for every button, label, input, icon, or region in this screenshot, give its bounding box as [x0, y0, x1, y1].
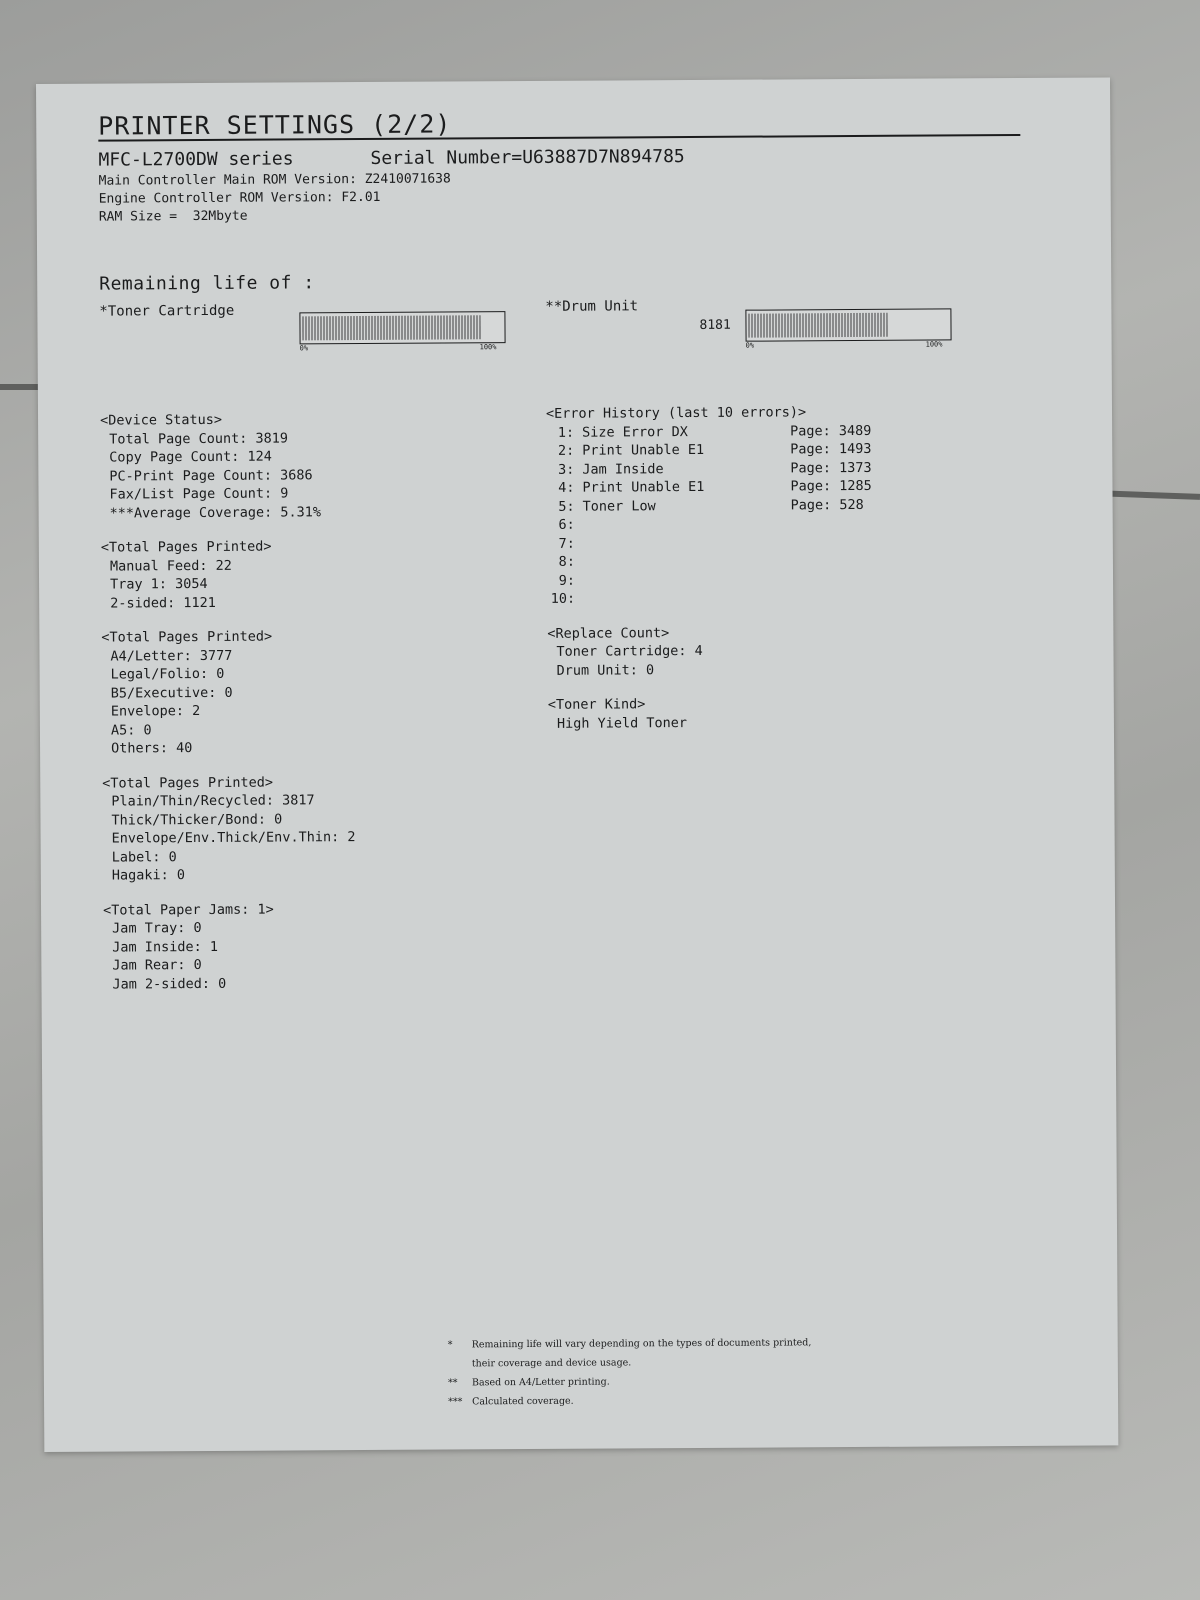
- device-status-line: Copy Page Count: 124: [109, 448, 272, 466]
- right-column: [546, 402, 968, 733]
- drum-life-gauge: [745, 308, 951, 341]
- pages-by-size-line: Legal/Folio: 0: [110, 665, 225, 683]
- toner-life-fill: [302, 315, 480, 340]
- remaining-life-heading: Remaining life of :: [99, 272, 315, 295]
- pages-by-size-line: A4/Letter: 3777: [110, 647, 233, 665]
- floor-grout-left: [0, 384, 40, 390]
- error-number: 4:: [558, 479, 575, 496]
- model-name: MFC-L2700DW series: [98, 148, 294, 171]
- error-history-heading: <Error History (last 10 errors)>: [545, 404, 807, 422]
- replace-count-heading: <Replace Count>: [547, 624, 670, 642]
- paper-jams-line: Jam Inside: 1: [112, 938, 218, 956]
- footnote-text: Based on A4/Letter printing.: [471, 1376, 610, 1389]
- footnote-text: their coverage and device usage.: [471, 1357, 632, 1370]
- device-status-line: Total Page Count: 3819: [109, 429, 289, 448]
- toner-gauge-min: 0%: [299, 344, 309, 353]
- pages-by-size-line: A5: 0: [110, 721, 152, 739]
- footnote-mark: **: [447, 1377, 458, 1389]
- footnote-text: Calculated coverage.: [472, 1395, 574, 1408]
- ram-size: RAM Size = 32Mbyte: [98, 208, 248, 225]
- drum-unit-label: **Drum Unit: [545, 298, 639, 315]
- error-number: 10:: [550, 590, 576, 607]
- footnote-mark: *: [447, 1339, 453, 1351]
- drum-count: 8181: [699, 317, 731, 333]
- pages-by-media-line: Thick/Thicker/Bond: 0: [111, 811, 283, 829]
- error-page: Page: 3489: [790, 422, 872, 439]
- engine-rom-version: Engine Controller ROM Version: F2.01: [98, 189, 381, 207]
- replace-count-line: Toner Cartridge: 4: [556, 642, 703, 660]
- pages-by-size-line: Others: 40: [111, 740, 193, 757]
- error-description: Size Error DX: [582, 423, 688, 441]
- pages-by-media-heading: <Total Pages Printed>: [102, 774, 274, 792]
- paper-jams-line: Jam 2-sided: 0: [112, 975, 227, 993]
- error-description: Print Unable E1: [582, 441, 705, 459]
- paper-jams-heading: <Total Paper Jams: 1>: [102, 901, 274, 919]
- error-description: Toner Low: [582, 497, 656, 515]
- toner-cartridge-label: *Toner Cartridge: [99, 302, 235, 320]
- main-rom-version: Main Controller Main ROM Version: Z2410071638: [98, 171, 451, 189]
- drum-gauge-min: 0%: [745, 341, 755, 350]
- device-status-heading: <Device Status>: [100, 411, 223, 429]
- page-title: PRINTER SETTINGS (2/2): [98, 109, 452, 141]
- serial-number: Serial Number=U63887D7N894785: [370, 146, 685, 169]
- pages-by-source-heading: <Total Pages Printed>: [100, 538, 272, 556]
- error-page: Page: 528: [790, 496, 864, 513]
- footnote-text: Remaining life will vary depending on the types of documents printed,: [471, 1337, 812, 1351]
- error-number: 5:: [558, 498, 575, 515]
- toner-gauge-max: 100%: [479, 343, 497, 352]
- paper-jams-line: Jam Rear: 0: [112, 957, 202, 974]
- toner-kind-line: High Yield Toner: [556, 714, 688, 732]
- toner-kind-heading: <Toner Kind>: [547, 696, 646, 713]
- pages-by-media-line: Hagaki: 0: [111, 867, 186, 884]
- toner-life-gauge: [299, 311, 505, 344]
- pages-by-source-line: 2-sided: 1121: [110, 594, 216, 612]
- error-number: 2:: [557, 442, 575, 459]
- pages-by-size-line: B5/Executive: 0: [110, 684, 233, 702]
- drum-life-fill: [748, 313, 887, 338]
- device-status-line: PC-Print Page Count: 3686: [109, 466, 313, 485]
- device-status-line: ***Average Coverage: 5.31%: [109, 503, 321, 522]
- pages-by-size-line: Envelope: 2: [110, 703, 201, 720]
- pages-by-source-line: Tray 1: 3054: [110, 575, 208, 593]
- error-number: 6:: [558, 516, 575, 533]
- error-number: 9:: [558, 572, 576, 589]
- error-number: 1:: [557, 424, 575, 441]
- device-status-line: Fax/List Page Count: 9: [109, 485, 289, 503]
- error-number: 8:: [558, 553, 575, 570]
- replace-count-line: Drum Unit: 0: [556, 661, 655, 679]
- pages-by-size-heading: <Total Pages Printed>: [101, 628, 273, 646]
- left-column: [100, 410, 356, 994]
- pages-by-media-line: Plain/Thin/Recycled: 3817: [111, 792, 315, 810]
- drum-gauge-max: 100%: [925, 340, 943, 349]
- pages-by-source-line: Manual Feed: 22: [109, 557, 232, 575]
- error-number: 3:: [558, 461, 575, 478]
- error-page: Page: 1493: [790, 440, 872, 458]
- footnote-mark: ***: [448, 1396, 463, 1408]
- error-number: 7:: [558, 535, 575, 552]
- printout-page: [36, 77, 1118, 1452]
- pages-by-media-line: Label: 0: [111, 848, 177, 866]
- paper-jams-line: Jam Tray: 0: [112, 920, 202, 937]
- pages-by-media-line: Envelope/Env.Thick/Env.Thin: 2: [111, 829, 356, 847]
- error-description: Jam Inside: [582, 460, 664, 478]
- error-row: [547, 587, 967, 608]
- error-page: Page: 1285: [790, 477, 872, 495]
- error-page: Page: 1373: [790, 459, 872, 476]
- error-description: Print Unable E1: [582, 478, 705, 496]
